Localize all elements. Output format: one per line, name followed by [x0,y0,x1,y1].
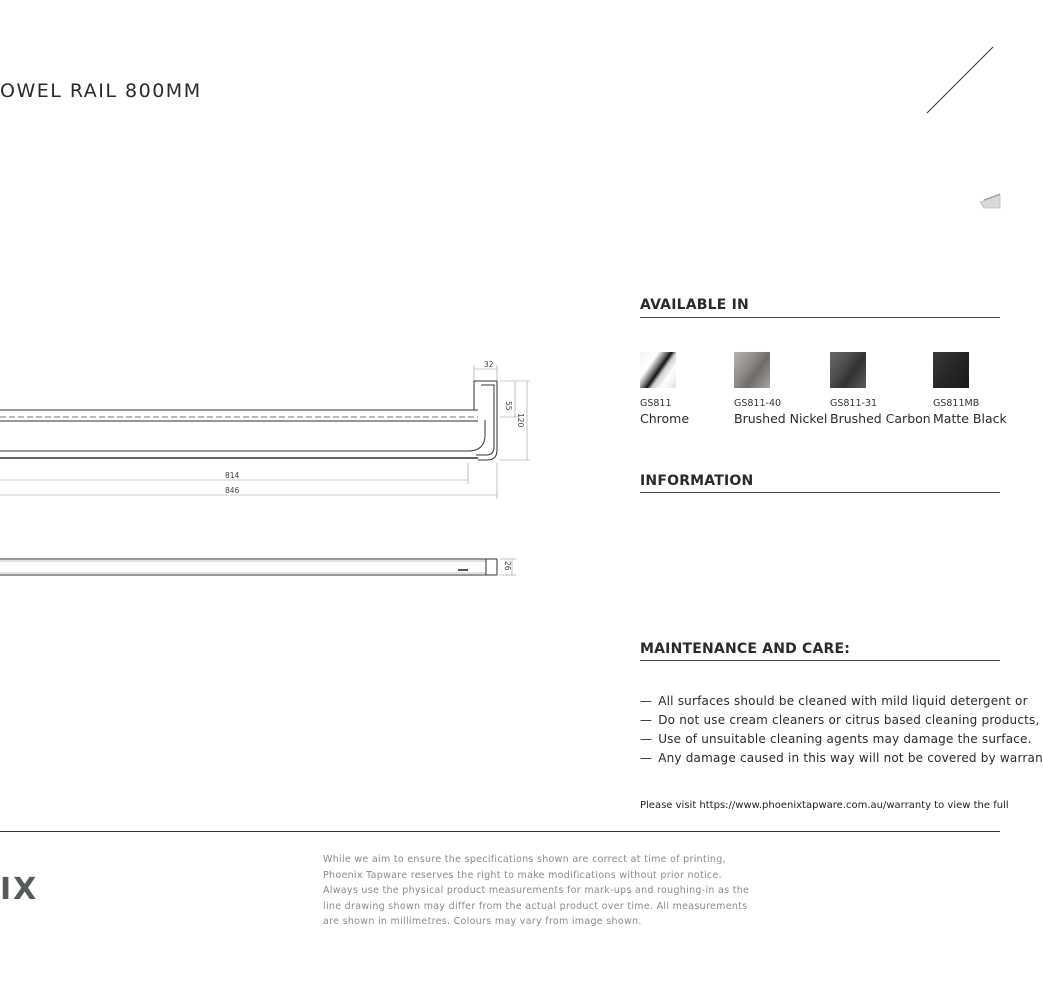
finish-code: GS811MB [933,398,980,409]
available-in-divider [640,317,1000,318]
disclaimer-line: While we aim to ensure the specifications shown are correct at time of printing, [323,854,726,865]
finish-swatch [640,352,676,388]
product-title: OWEL RAIL 800MM [0,80,202,102]
dim-inner-length: 814 [225,471,240,480]
finish-swatch [734,352,770,388]
dim-thickness: 26 [503,561,512,571]
finish-swatch [933,352,969,388]
disclaimer-line: line drawing shown may differ from the actual product over time. All measurements [323,900,748,912]
disclaimer-line: are shown in millimetres. Colours may vary from image shown. [323,916,642,927]
warranty-note: Please visit https://www.phoenixtapware.com.au/warranty to view the full [640,800,1009,811]
list-item: — Use of unsuitable cleaning agents may damage the surface. [640,732,1032,746]
finish-chrome[interactable] [640,352,689,426]
front-elevation-drawing [0,355,540,505]
list-item: — Do not use cream cleaners or citrus based cleaning products, [640,713,1040,727]
maintenance-heading: MAINTENANCE AND CARE: [640,641,851,657]
product-thumbnail [980,194,1000,208]
finish-brushed-nickel[interactable] [734,352,827,426]
finish-code: GS811 [640,398,672,409]
finish-code: GS811-31 [830,398,878,409]
disclaimer-line: Always use the physical product measurements for mark-ups and roughing-in as the [323,885,750,896]
dim-height: 120 [516,413,525,428]
care-list [640,692,1043,768]
brand-logo: IX [0,872,39,907]
finish-name: Matte Black [933,411,1007,426]
dimension-lines [0,365,530,499]
information-divider [640,492,1000,493]
disclaimer [323,852,749,930]
finish-brushed-carbon[interactable] [830,352,931,426]
finish-name: Brushed Nickel [734,411,828,426]
corner-decoration [900,30,1000,220]
disclaimer-line: Phoenix Tapware reserves the right to make modifications without prior notice. [323,869,722,881]
dim-bar-offset: 55 [504,401,513,411]
finish-matte-black[interactable] [933,352,1007,426]
finish-code: GS811-40 [734,398,782,409]
information-heading: INFORMATION [640,473,754,489]
maintenance-divider [640,660,1000,661]
available-in-heading: AVAILABLE IN [640,297,749,313]
plan-view-drawing [0,550,530,590]
finish-name: Chrome [640,411,690,426]
list-item: — All surfaces should be cleaned with mild liquid detergent or [640,694,1028,708]
dim-depth: 32 [484,360,494,369]
dim-overall-length: 846 [225,486,240,495]
finish-name: Brushed Carbon [830,411,931,426]
rail-outline [0,381,497,460]
footer-divider [0,831,1000,832]
list-item: — Any damage caused in this way will not be covered by warran [640,751,1043,765]
finish-swatch [830,352,866,388]
